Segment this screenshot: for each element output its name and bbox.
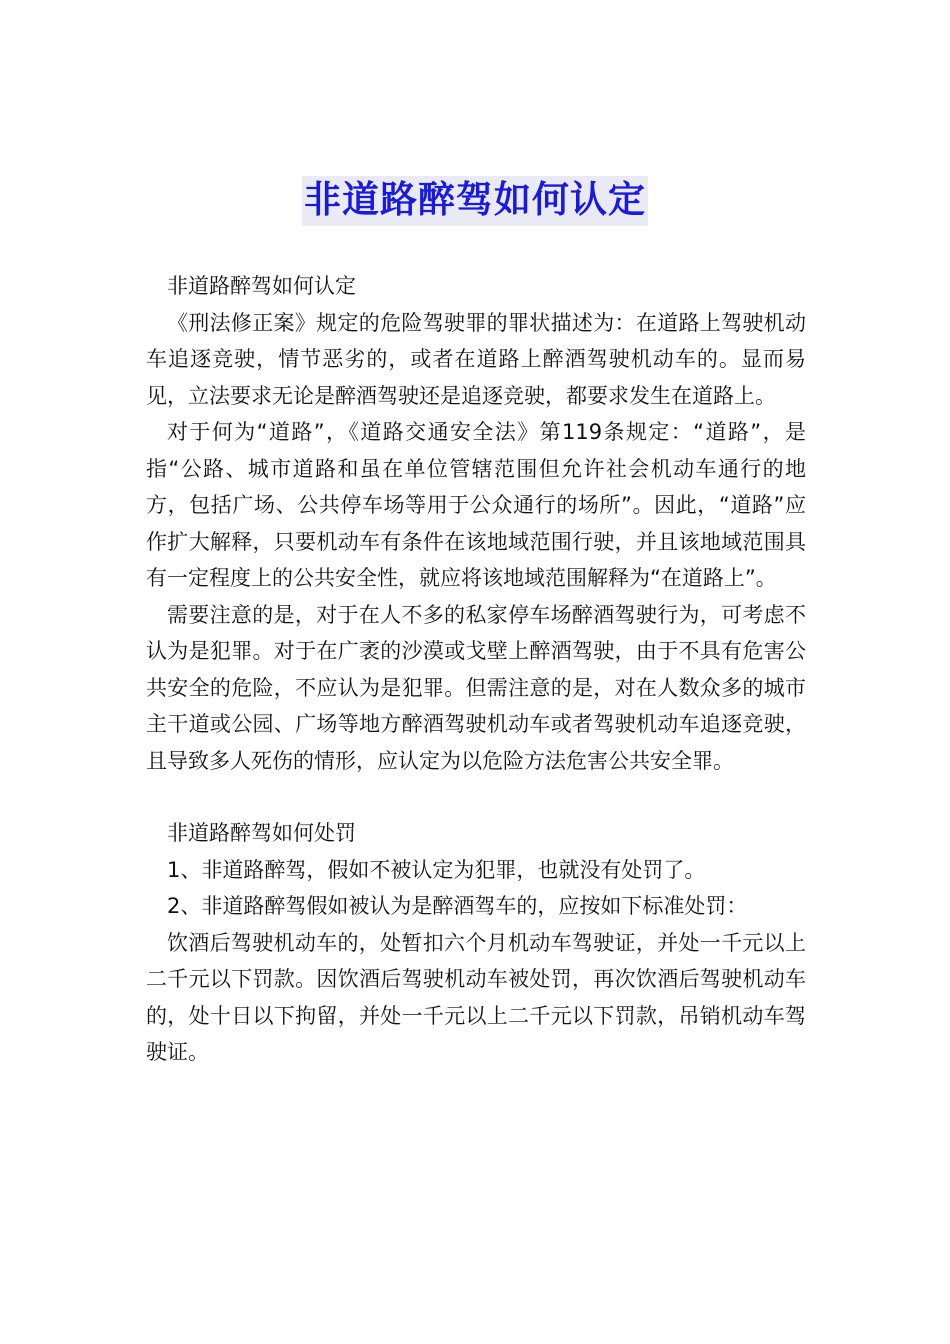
paragraph-notes: 需要注意的是，对于在人不多的私家停车场醉酒驾驶行为，可考虑不认为是犯罪。对于在广袤的沙漠或戈壁上醉酒驾驶，由于不具有危害公共安全的危险，不应认为是犯罪。但需注意的是，对在人数众多的城市主干道或公园、广场等地方醉酒驾驶机动车或者驾驶机动车追逐竞驶，且导致多人死伤的情形，应认定为以危险方法危害公共安全罪。 (146, 602, 806, 773)
title-container (0, 176, 950, 226)
document-body (146, 268, 806, 1071)
paragraph-criminal-law-amendment: 《刑法修正案》规定的危险驾驶罪的罪状描述为：在道路上驾驶机动车追逐竞驶，情节恶劣的，或者在道路上醉酒驾驶机动车的。显而易见，立法要求无论是醉酒驾驶还是追逐竞驶，都要求发生在道路上。 (146, 310, 806, 408)
document-title: 非道路醉驾如何认定 (302, 176, 648, 226)
paragraph-penalty-details: 饮酒后驾驶机动车的，处暂扣六个月机动车驾驶证，并处一千元以上二千元以下罚款。因饮酒后驾驶机动车被处罚，再次饮酒后驾驶机动车的，处十日以下拘留，并处一千元以上二千元以下罚款，吊销机动车驾驶证。 (146, 930, 806, 1064)
list-item-penalty-1: 1、非道路醉驾，假如不被认定为犯罪，也就没有处罚了。 (167, 857, 706, 882)
section-heading-identification: 非道路醉驾如何认定 (167, 274, 356, 298)
paragraph-road-definition: 对于何为“道路”，《道路交通安全法》第119条规定：“道路”，是指“公路、城市道路和虽在单位管辖范围但允许社会机动车通行的地方，包括广场、公共停车场等用于公众通行的场所”。因此，“道路”应作扩大解释，只要机动车有条件在该地域范围行驶，并且该地域范围具有一定程度上的公共安全性，就应将该地域范围解释为“在道路上”。 (146, 420, 806, 590)
section-heading-penalty: 非道路醉驾如何处罚 (167, 821, 356, 845)
list-item-penalty-2: 2、非道路醉驾假如被认为是醉酒驾车的，应按如下标准处罚： (167, 894, 748, 918)
